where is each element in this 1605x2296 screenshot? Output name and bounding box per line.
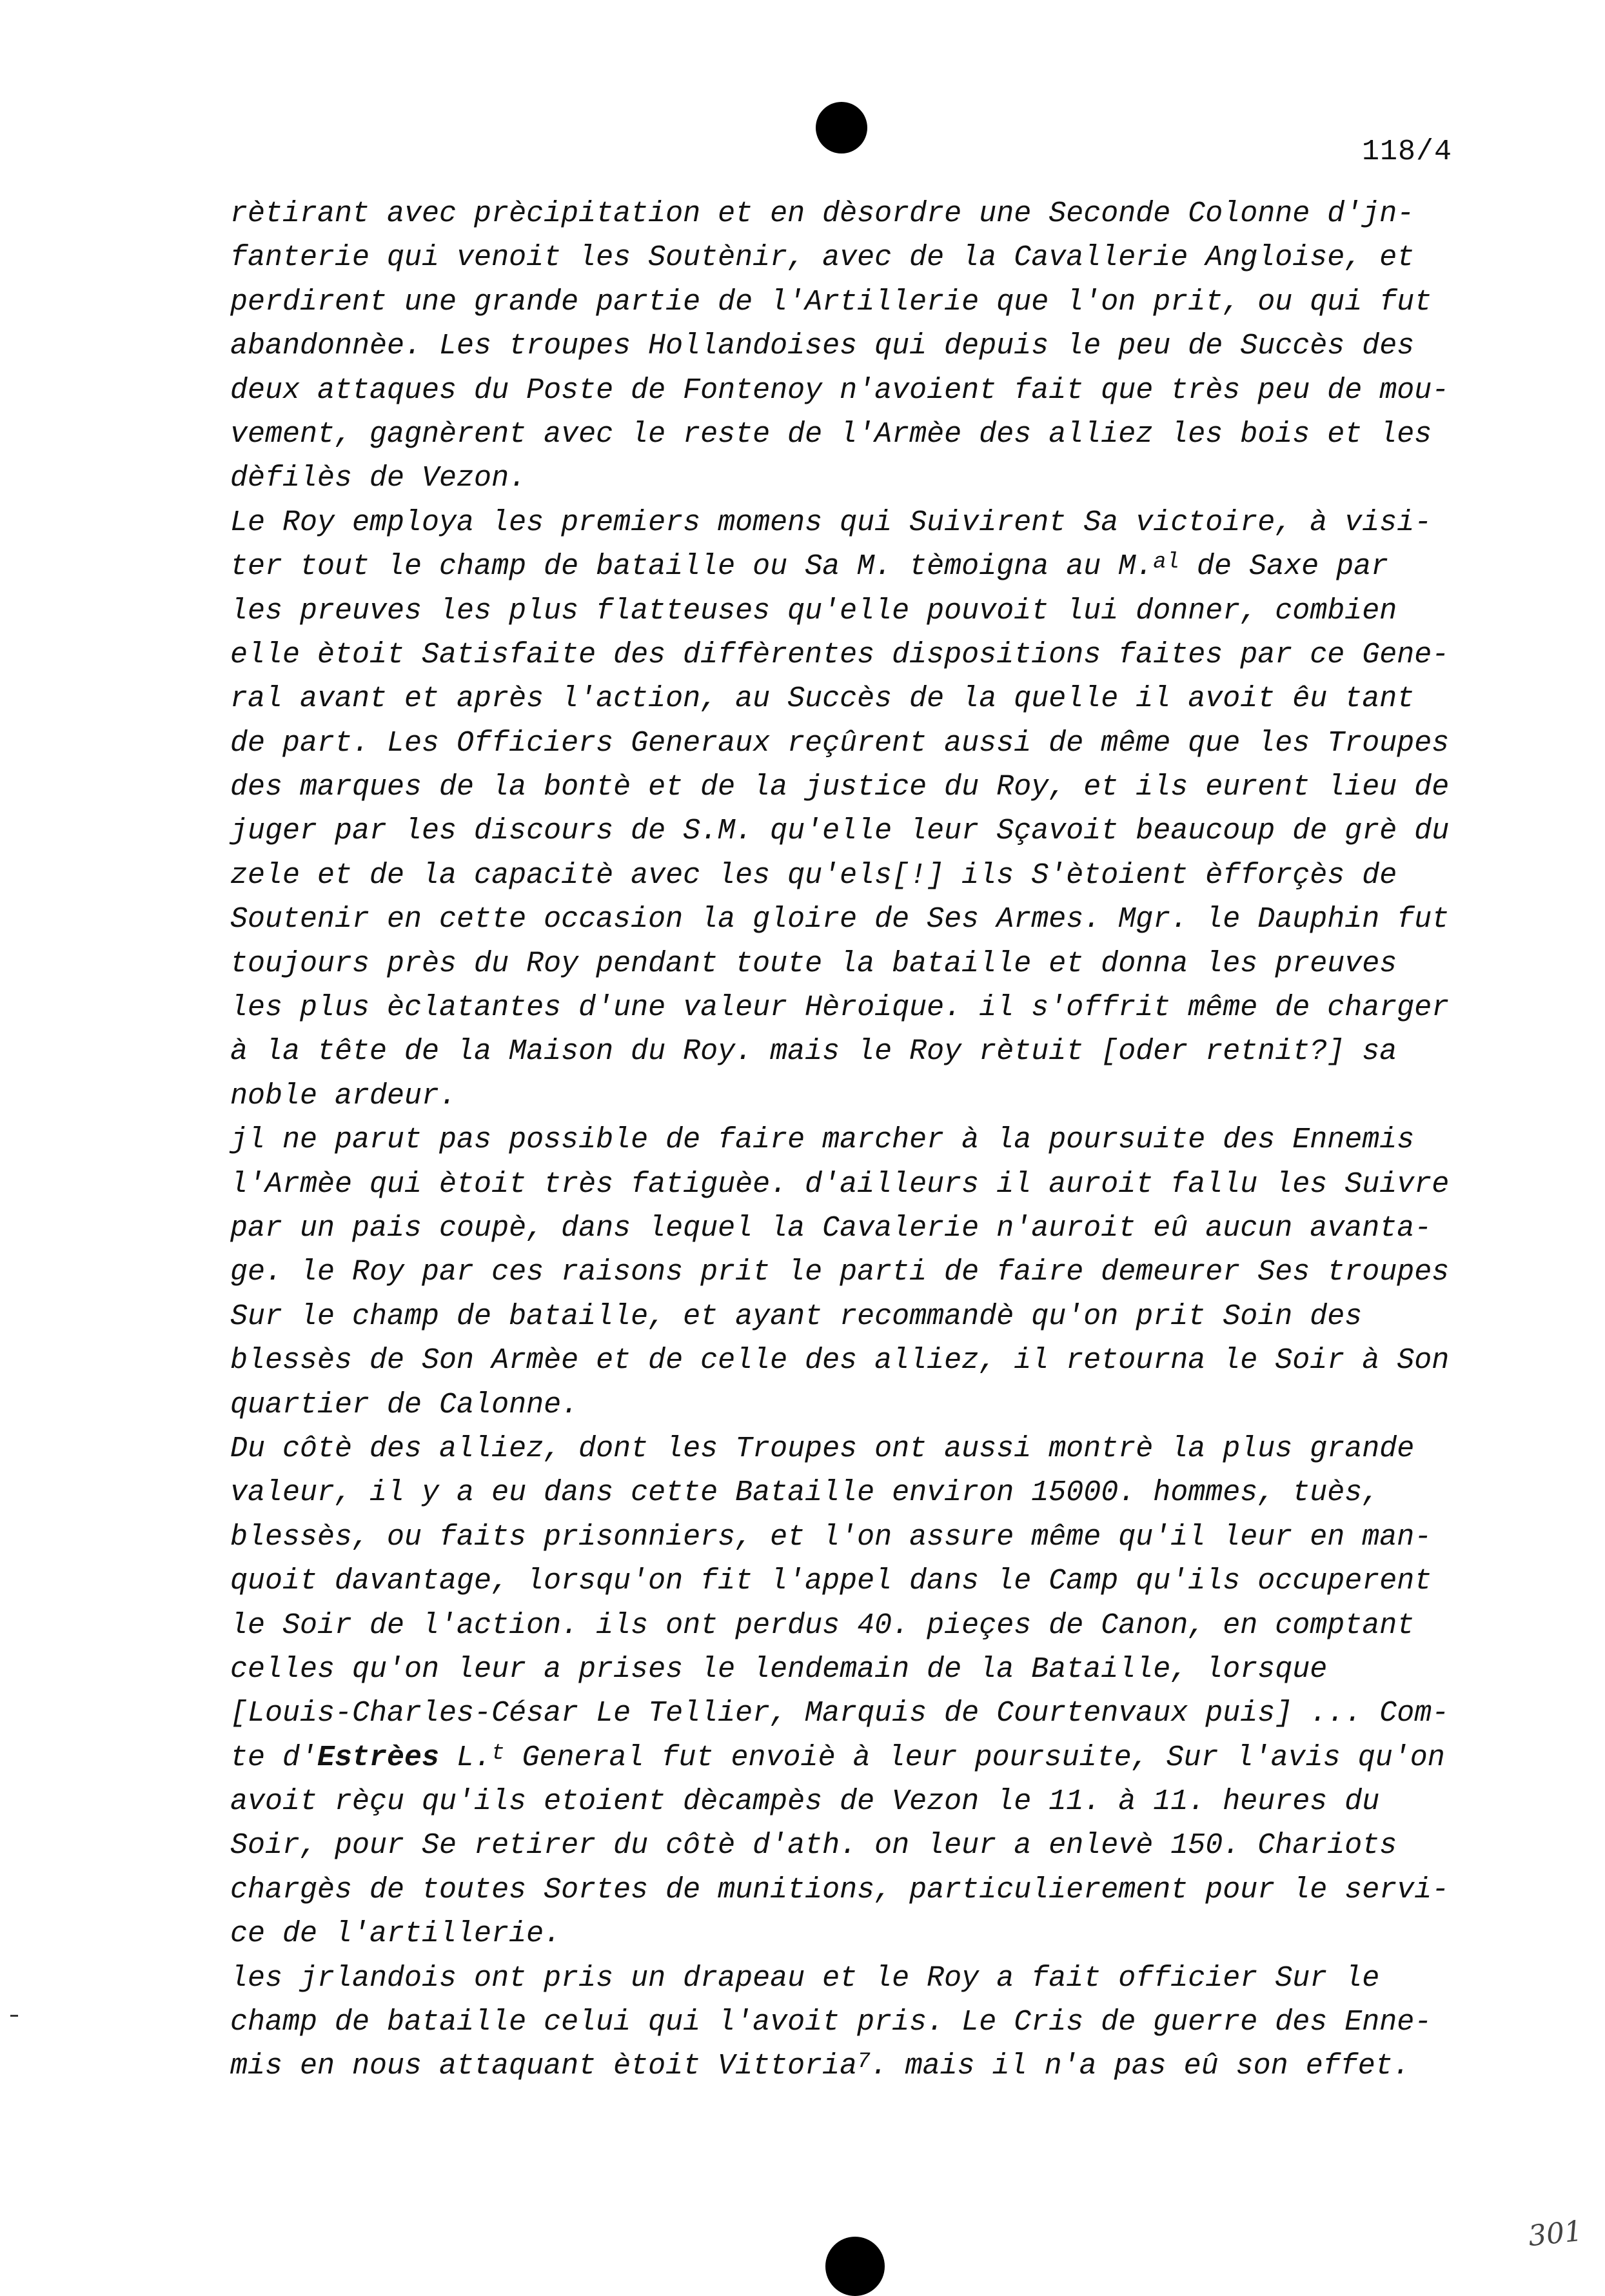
text-line: vement, gagnèrent avec le reste de l'Armèe des alliez les bois et les [230,417,1432,451]
folio-number: 301 [1526,2214,1584,2253]
text-line: avoit rèçu qu'ils etoient dècampès de Vezon le 11. à 11. heures du [230,1785,1380,1819]
text-line [230,1736,1462,1780]
text-line: des marques de la bontè et de la justice du Roy, et ils eurent lieu de [230,771,1450,804]
text-line: à la tête de la Maison du Roy. mais le Roy rètuit [oder retnit?] sa [230,1035,1397,1069]
text-line: par un pais coupè, dans lequel la Cavalerie n'auroit eû aucun avanta- [230,1211,1432,1245]
punch-hole-top [816,102,867,153]
text-line: juger par les discours de S.M. qu'elle leur Sçavoit beaucoup de grè du [230,815,1450,848]
text-line: perdirent une grande partie de l'Artillerie que l'on prit, ou qui fut [230,285,1432,319]
text-line: quoit davantage, lorsqu'on fit l'appel dans le Camp qu'ils occuperent [230,1565,1432,1598]
text-line: zele et de la capacitè avec les qu'els[!] ils S'ètoient èfforçès de [230,858,1397,892]
line-text: mis en nous attaquant ètoit Vittoria [230,2050,858,2083]
text-line: elle ètoit Satisfaite des diffèrentes dispositions faites par ce Gene- [230,638,1450,671]
page-number: 118/4 [1362,135,1453,168]
line-text: L. [439,1741,492,1774]
text-line: jl ne parut pas possible de faire marcher à la poursuite des Ennemis [230,1123,1415,1157]
line-text: ter tout le champ de bataille ou Sa M. tèmoigna au M. [230,550,1154,584]
document-body [230,192,1462,2089]
text-line: dèfilès de Vezon. [230,462,527,495]
text-line: ge. le Roy par ces raisons prit le parti de faire demeurer Ses troupes [230,1256,1450,1289]
text-line: valeur, il y a eu dans cette Bataille environ 15000. hommes, tuès, [230,1476,1380,1510]
text-line: Sur le champ de bataille, et ayant recommandè qu'on prit Soin des [230,1300,1363,1333]
text-line: de part. Les Officiers Generaux reçûrent aussi de même que les Troupes [230,726,1450,760]
text-line: Le Roy employa les premiers momens qui Suivirent Sa victoire, à visi- [230,506,1432,539]
text-line: les jrlandois ont pris un drapeau et le Roy a fait officier Sur le [230,1961,1380,1995]
text-line: celles qu'on leur a prises le lendemain de la Bataille, lorsque [230,1652,1328,1686]
bold-name: Estrèes [317,1741,440,1774]
text-line [230,2044,1462,2088]
text-line [230,545,1462,589]
text-line: champ de bataille celui qui l'avoit pris. Le Cris de guerre des Enne- [230,2006,1432,2039]
footnote-marker: 7 [857,2050,871,2075]
text-line: ce de l'artillerie. [230,1917,562,1951]
superscript: al [1153,550,1180,575]
text-line: blessès de Son Armèe et de celle des alliez, il retourna le Soir à Son [230,1344,1450,1378]
text-line: les plus èclatantes d'une valeur Hèroique. il s'offrit même de charger [230,991,1450,1025]
text-line: toujours près du Roy pendant toute la bataille et donna les preuves [230,947,1397,980]
margin-mark [10,2015,18,2017]
punch-hole-bottom [825,2237,885,2296]
text-line: Soutenir en cette occasion la gloire de Ses Armes. Mgr. le Dauphin fut [230,903,1450,936]
text-line: Du côtè des alliez, dont les Troupes ont aussi montrè la plus grande [230,1432,1415,1465]
text-line: [Louis-Charles-César Le Tellier, Marquis de Courtenvaux puis] ... Com- [230,1697,1450,1730]
text-line: rètirant avec prècipitation et en dèsordre une Seconde Colonne d'jn- [230,197,1415,230]
text-line: noble ardeur. [230,1079,457,1113]
text-line: fanterie qui venoit les Soutènir, avec de la Cavallerie Angloise, et [230,241,1415,275]
text-line: chargès de toutes Sortes de munitions, particulierement pour le servi- [230,1873,1450,1906]
line-text: General fut envoiè à leur poursuite, Sur l'avis qu'on [504,1741,1445,1774]
text-line: l'Armèe qui ètoit très fatiguèe. d'ailleurs il auroit fallu les Suivre [230,1167,1450,1201]
line-text: de Saxe par [1179,550,1389,584]
text-line: les preuves les plus flatteuses qu'elle pouvoit lui donner, combien [230,594,1397,628]
line-text: . mais il n'a pas eû son effet. [870,2050,1410,2083]
text-line: deux attaques du Poste de Fontenoy n'avoient fait que très peu de mou- [230,373,1450,407]
text-line: abandonnèe. Les troupes Hollandoises qui depuis le peu de Succès des [230,330,1415,363]
text-line: quartier de Calonne. [230,1388,579,1421]
text-line: le Soir de l'action. ils ont perdus 40. pieçes de Canon, en comptant [230,1608,1415,1642]
text-line: Soir, pour Se retirer du côtè d'ath. on leur a enlevè 150. Chariots [230,1829,1397,1863]
text-line: blessès, ou faits prisonniers, et l'on assure même qu'il leur en man- [230,1520,1432,1554]
text-line: ral avant et après l'action, au Succès de la quelle il avoit êu tant [230,682,1415,716]
line-text: te d' [230,1741,318,1774]
superscript: t [491,1741,505,1766]
